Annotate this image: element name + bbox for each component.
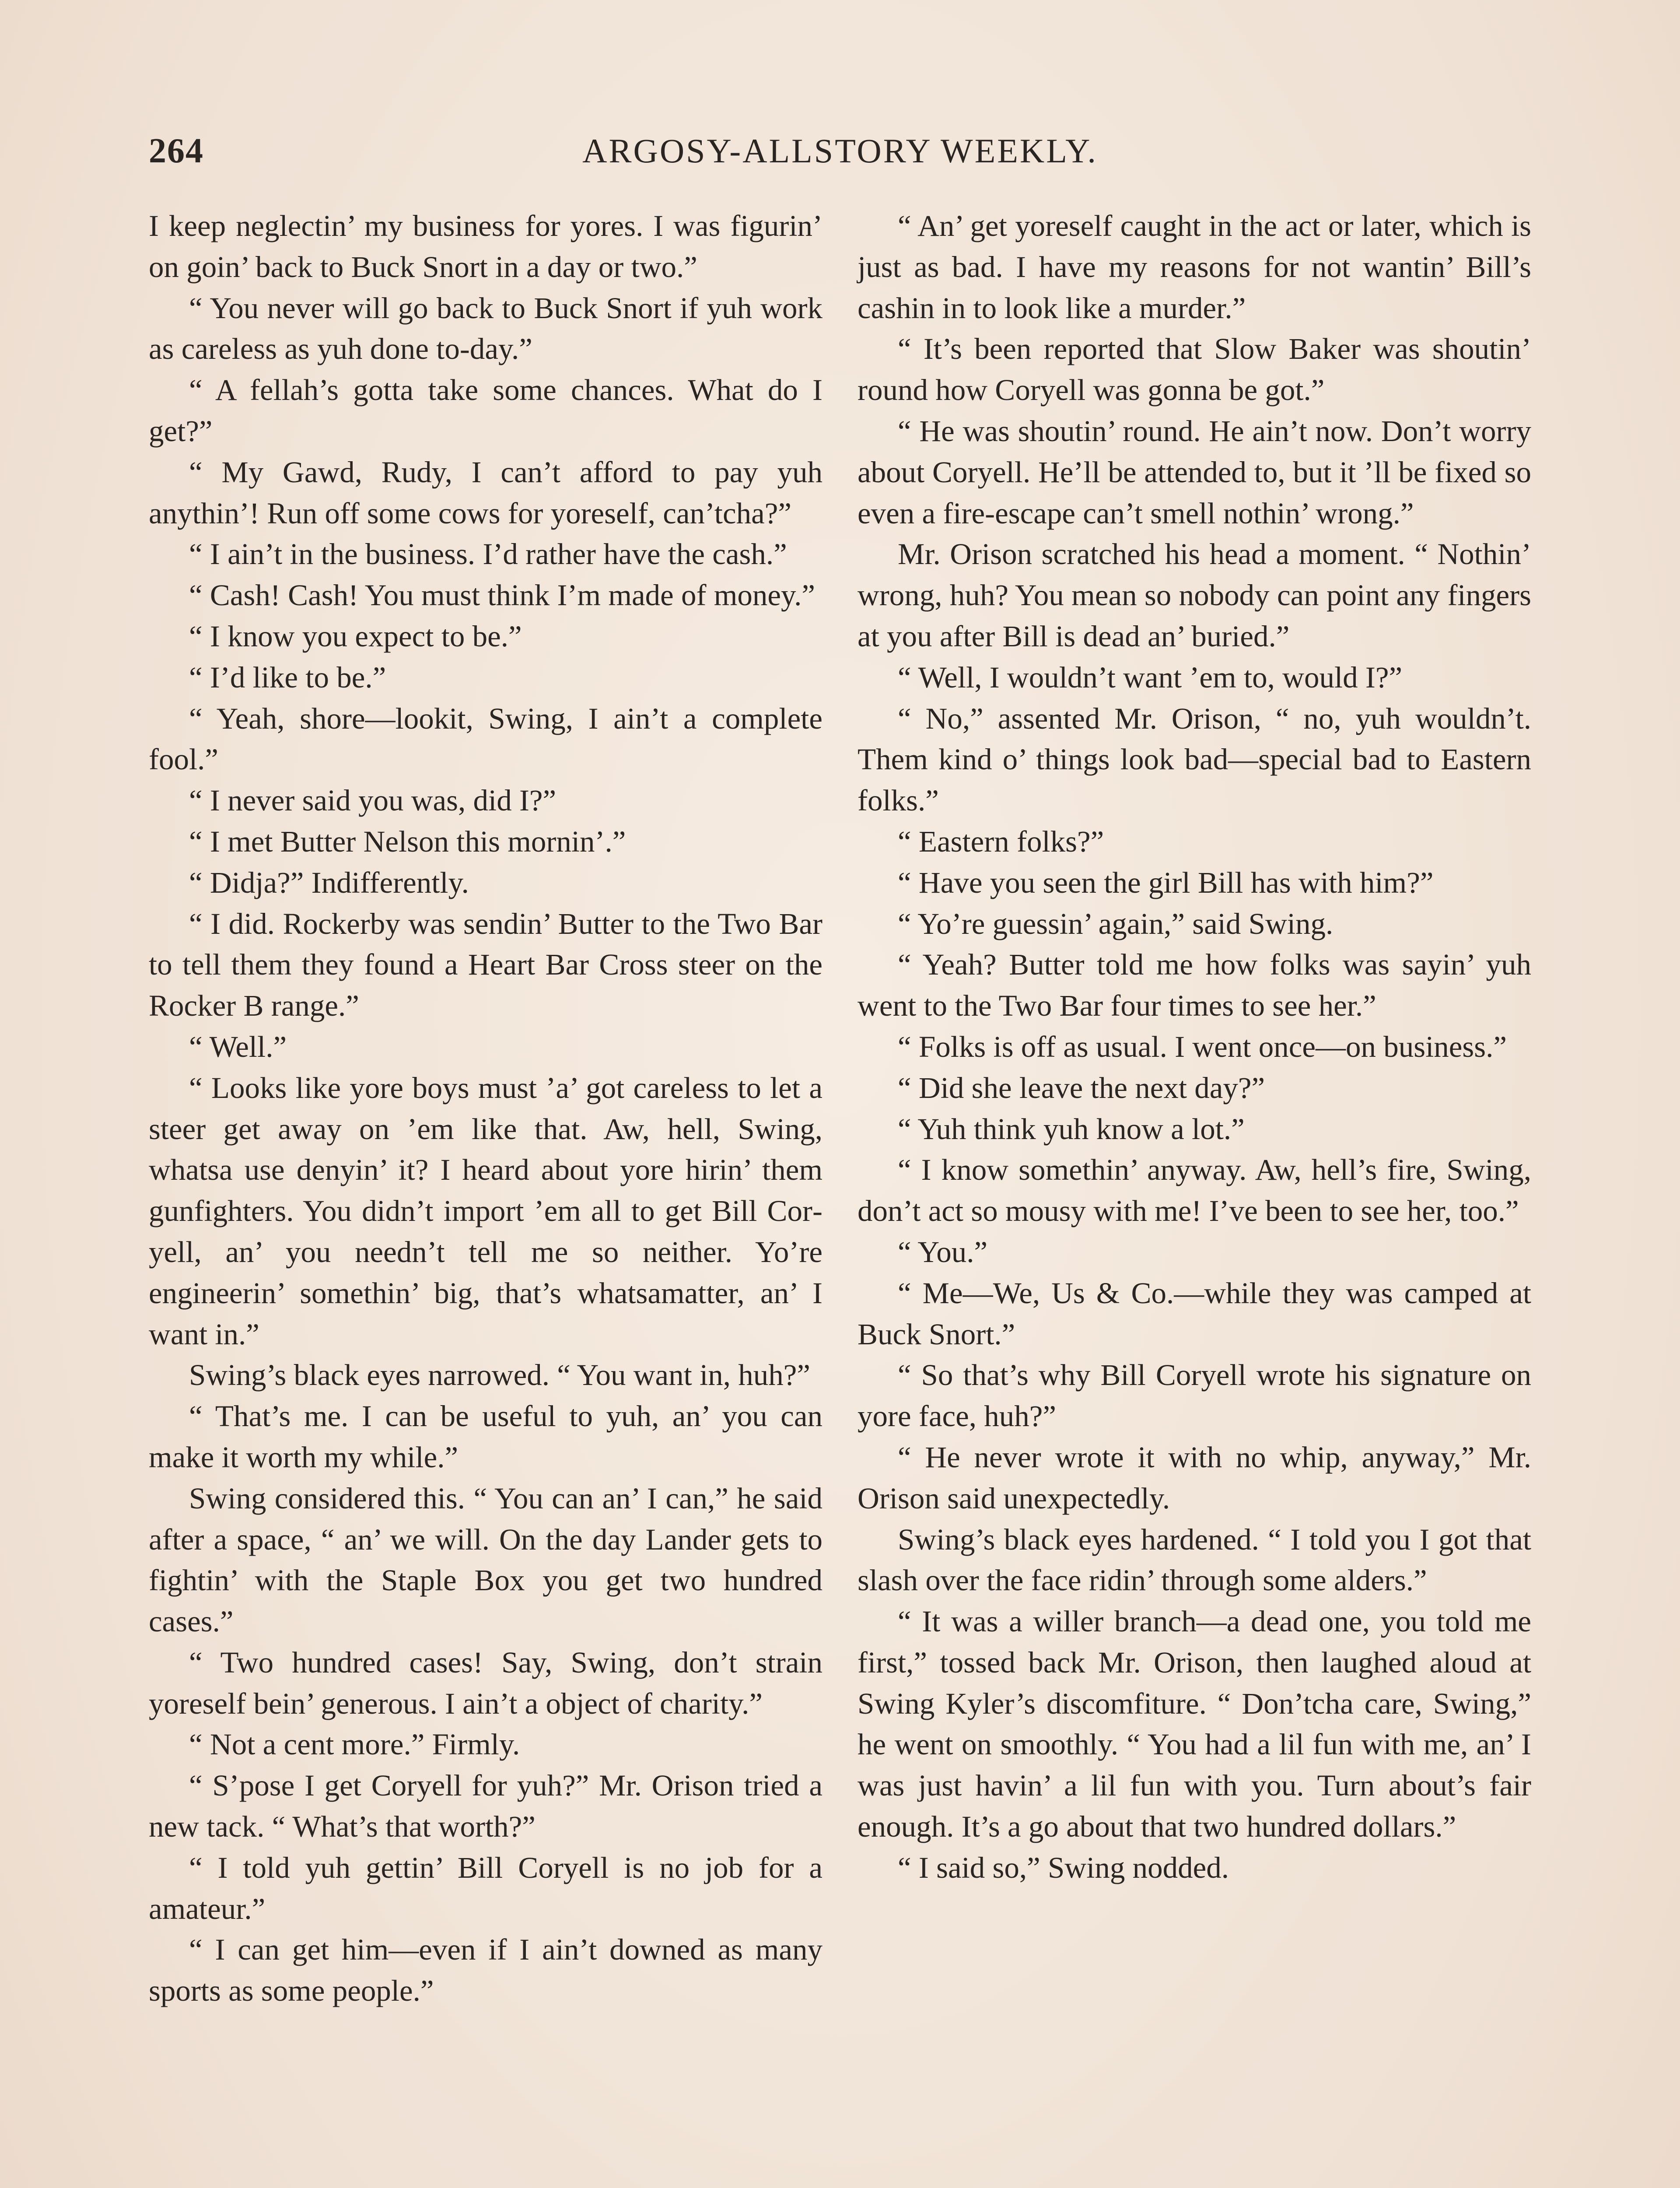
- paragraph: “ Me—We, Us & Co.—while they was camped at Buck Snort.”: [858, 1276, 1531, 1351]
- page-number: 264: [149, 132, 204, 170]
- paragraph: “ He never wrote it with no whip, anyway,” Mr. Orison said unexpectedly.: [858, 1440, 1531, 1515]
- paragraph: “ Yeah? Butter told me how folks was sayin’ yuh went to the Two Bar four times to see her.”: [858, 948, 1531, 1023]
- paragraph: “ You never will go back to Buck Snort if yuh work as careless as yuh done to-day.”: [149, 291, 822, 366]
- paragraph: “ Two hundred cases! Say, Swing, don’t strain yoreself bein’ generous. I ain’t a object of charity.”: [149, 1645, 822, 1720]
- paragraph: “ So that’s why Bill Coryell wrote his signature on yore face, huh?”: [858, 1358, 1531, 1433]
- paragraph: “ Cash! Cash! You must think I’m made of money.”: [189, 579, 815, 612]
- paragraph: “ I know you expect to be.”: [189, 619, 522, 653]
- paragraph: Swing’s black eyes hardened. “ I told you I got that slash over the face ridin’ through some alders.”: [858, 1522, 1531, 1597]
- paragraph: “ I can get him—even if I ain’t downed as many sports as some people.”: [149, 1933, 822, 2008]
- paragraph: “ An’ get yoreself caught in the act or later, which is just as bad. I have my reasons for not wantin’ Bill’s cashin in to look like a murder.”: [858, 209, 1531, 325]
- paragraph: Swing considered this. “ You can an’ I can,” he said after a space, “ an’ we will. On the day Lander gets to fightin’ with the Staple Box you get two hundred cases.”: [149, 1481, 822, 1638]
- paragraph: “ Well.”: [189, 1030, 287, 1063]
- paragraph: “ Folks is off as usual. I went once—on business.”: [898, 1030, 1507, 1063]
- paragraph: “ Well, I wouldn’t want ’em to, would I?”: [898, 660, 1403, 694]
- paragraph: “ I never said you was, did I?”: [189, 784, 556, 817]
- paragraph: “ I said so,” Swing nodded.: [898, 1851, 1229, 1884]
- paragraph: “ I met Butter Nelson this mornin’.”: [189, 824, 626, 858]
- left-column: [149, 206, 822, 2012]
- paragraph: “ I know somethin’ anyway. Aw, hell’s fire, Swing, don’t act so mousy with me! I’ve been to see her, too.”: [858, 1153, 1531, 1228]
- paragraph: “ I ain’t in the business. I’d rather have the cash.”: [189, 537, 787, 571]
- paragraph: Swing’s black eyes narrowed. “ You want in, huh?”: [189, 1358, 810, 1392]
- paragraph: “ Have you seen the girl Bill has with him?”: [898, 866, 1434, 899]
- paragraph: “ He was shoutin’ round. He ain’t now. Don’t worry about Coryell. He’ll be attended to, but it ’ll be fixed so even a fire-escape can’t smell nothin’ wrong.”: [858, 414, 1531, 530]
- running-title: ARGOSY-ALLSTORY WEEKLY.: [582, 132, 1098, 170]
- paragraph: “ S’pose I get Coryell for yuh?” Mr. Orison tried a new tack. “ What’s that worth?”: [149, 1769, 822, 1844]
- paragraph: “ Did she leave the next day?”: [898, 1071, 1265, 1105]
- paragraph: “ It’s been reported that Slow Baker was shoutin’ round how Coryell was gonna be got.”: [858, 332, 1531, 407]
- paragraph: “ Looks like yore boys must ’a’ got careless to let a steer get away on ’em like that. Aw, hell, Swing, whatsa use denyin’ it? I heard about yore hirin’ them gunfighters. You didn’t import ’em all to get Bill Coryell, an’ you needn’t tell me so neither. Yo’re engineerin’ somethin’ big, that’s whatsamatter, an’ I want in.”: [149, 1071, 822, 1351]
- paragraph: “ It was a willer branch—a dead one, you told me first,” tossed back Mr. Orison, then laughed aloud at Swing Kyler’s discomfiture. “ Don’tcha care, Swing,” he went on smoothly. “ You had a lil fun with me, an’ I was just havin’ a lil fun with you. Turn about’s fair enough. It’s a go about that two hundred dollars.”: [858, 1605, 1531, 1844]
- paragraph: “ Yuh think yuh know a lot.”: [898, 1112, 1245, 1146]
- paragraph: “ A fellah’s gotta take some chances. What do I get?”: [149, 373, 822, 448]
- paragraph: “ Eastern folks?”: [898, 824, 1104, 858]
- paragraph: “ I told yuh gettin’ Bill Coryell is no job for a amateur.”: [149, 1851, 822, 1925]
- paragraph: “ Yo’re guessin’ again,” said Swing.: [898, 907, 1334, 940]
- paragraph: “ My Gawd, Rudy, I can’t afford to pay yuh anythin’! Run off some cows for yoreself, can’tcha?”: [149, 455, 822, 530]
- page-header: [149, 131, 1531, 184]
- right-column: [858, 206, 1531, 1889]
- paragraph: “ Didja?” Indifferently.: [189, 866, 469, 899]
- paragraph: “ No,” assented Mr. Orison, “ no, yuh wouldn’t. Them kind o’ things look bad—special bad to Eastern folks.”: [858, 701, 1531, 817]
- paragraph: “ That’s me. I can be useful to yuh, an’ you can make it worth my while.”: [149, 1399, 822, 1474]
- paragraph: “ Yeah, shore—lookit, Swing, I ain’t a complete fool.”: [149, 701, 822, 776]
- paragraph: “ Not a cent more.” Firmly.: [189, 1728, 520, 1761]
- paragraph: Mr. Orison scratched his head a moment. “ Nothin’ wrong, huh? You mean so nobody can point any fingers at you after Bill is dead an’ buried.”: [858, 537, 1531, 653]
- paragraph: “ I did. Rockerby was sendin’ Butter to the Two Bar to tell them they found a Heart Bar Cross steer on the Rocker B range.”: [149, 907, 822, 1023]
- paragraph: “ You.”: [898, 1235, 988, 1269]
- paragraph: “ I’d like to be.”: [189, 660, 386, 694]
- paragraph: I keep neglectin’ my business for yores. I was figurin’ on goin’ back to Buck Snort in a day or two.”: [149, 209, 822, 284]
